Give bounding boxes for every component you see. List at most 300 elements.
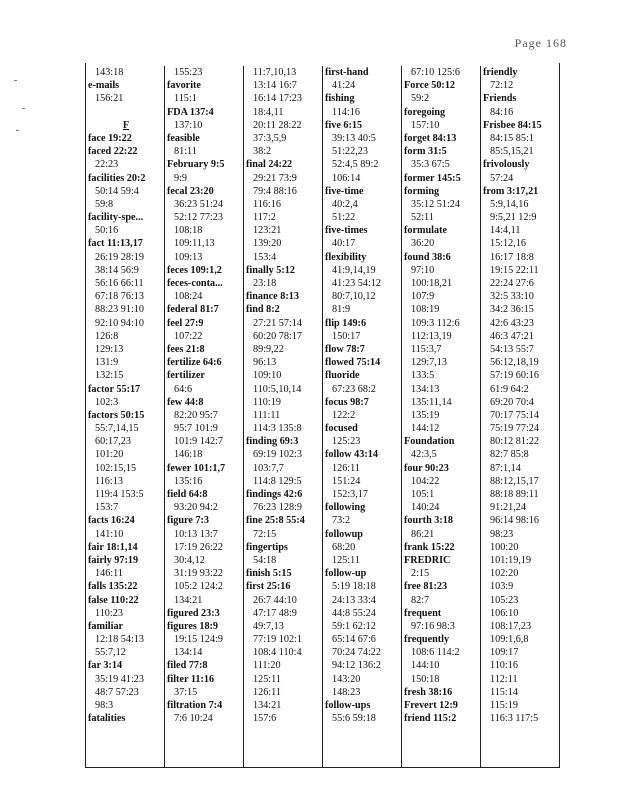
index-reference: 60:20 78:17 (253, 330, 302, 342)
index-reference: 69:19 102:3 (253, 449, 302, 461)
index-reference: 101:19,19 (490, 554, 532, 566)
index-term: facts 16:24 (88, 515, 135, 527)
index-reference: 18:4,11 (253, 106, 284, 118)
index-term: frank 15:22 (404, 541, 455, 553)
index-reference: 72:15 (253, 528, 277, 540)
index-reference: 36:23 51:24 (174, 198, 223, 210)
index-reference: 57:19 60:16 (490, 370, 539, 382)
index-term: feces 109:1,2 (167, 264, 222, 276)
index-term: fair 18:1,14 (88, 541, 138, 553)
index-term: factors 50:15 (88, 409, 145, 421)
index-reference: 82:7 (411, 594, 430, 606)
index-reference: 119:4 153:5 (95, 489, 144, 500)
index-reference: 17:19 26:22 (174, 541, 223, 553)
index-reference (86, 106, 164, 119)
index-reference: 5:19 18:18 (332, 581, 376, 593)
index-reference: 143:20 (332, 673, 361, 685)
index-reference: 12:18 54:13 (95, 634, 144, 646)
index-term: first 25:16 (246, 581, 291, 593)
index-reference: 52:4,5 89:2 (332, 159, 379, 171)
index-term: FREDRIC (404, 554, 451, 566)
index-reference: 52:11 (411, 212, 434, 224)
index-reference: 76:23 128:9 (253, 502, 302, 514)
index-term: faced 22:22 (88, 146, 138, 158)
index-reference: 80:7,10,12 (332, 291, 376, 303)
index-reference: 22:24 27:6 (490, 278, 534, 289)
index-reference: 117:2 (253, 212, 276, 224)
index-reference: 84:16 (490, 106, 514, 118)
index-reference: 64:6 (174, 383, 193, 395)
index-reference: 52:12 77:23 (174, 212, 223, 224)
index-reference: 44:8 55:24 (332, 607, 376, 619)
section-letter: F (122, 119, 130, 131)
index-term: finish 5:15 (246, 568, 292, 580)
index-reference: 110:23 (95, 607, 123, 619)
index-reference: 27:21 57:14 (253, 317, 302, 329)
index-term: filed 77:8 (167, 660, 208, 672)
index-term: favorite (167, 80, 201, 92)
index-term: February 9:5 (167, 159, 225, 171)
index-reference: 35:19 41:23 (95, 673, 144, 685)
index-reference: 70:17 75:14 (490, 409, 539, 421)
index-term: FDA 137:4 (167, 106, 214, 118)
index-term: find 8:2 (246, 304, 280, 316)
index-reference: 7:6 10:24 (174, 713, 213, 725)
index-reference: 96:14 98:16 (490, 515, 539, 527)
index-reference: 35:3 67:5 (411, 159, 450, 171)
index-column-1 (86, 66, 164, 767)
index-reference: 114:8 129:5 (253, 475, 302, 487)
index-reference: 125:23 (332, 436, 361, 448)
index-reference: 38:14 56:9 (95, 264, 139, 276)
index-term: four 90:23 (404, 462, 449, 474)
index-term: flowed 75:14 (325, 357, 381, 369)
index-reference: 123:21 (253, 225, 282, 237)
index-reference: 114:3 135:8 (253, 423, 302, 435)
index-term: figured 23:3 (167, 607, 220, 619)
index-term: Frevert 12:9 (404, 700, 458, 711)
index-reference: 125:11 (253, 673, 281, 685)
index-reference: 34:2 36:15 (490, 304, 534, 316)
index-reference: 126:11 (332, 462, 360, 474)
index-term: federal 81:7 (167, 304, 219, 316)
index-term: friendly (483, 67, 518, 78)
index-term: findings 42:6 (246, 489, 303, 500)
index-reference: 40:2,4 (332, 198, 358, 210)
index-reference: 109:17 (490, 647, 519, 659)
index-reference: 19:15 22:11 (490, 264, 539, 276)
index-reference: 108:19 (411, 304, 440, 316)
index-term: forming (404, 185, 440, 197)
index-reference: 55:7,12 (95, 647, 126, 659)
index-term: fluoride (325, 370, 360, 382)
index-term: finding 69:3 (246, 436, 299, 448)
index-reference: 109:10 (253, 370, 282, 382)
index-reference: 55:6 59:18 (332, 713, 376, 725)
index-term: fine 25:8 55:4 (246, 515, 305, 527)
index-reference: 37:15 (174, 686, 198, 698)
index-term: feces-conta... (167, 278, 223, 289)
index-reference: 125:11 (332, 554, 360, 566)
index-reference: 115:3,7 (411, 343, 442, 355)
index-term: finance 8:13 (246, 291, 299, 303)
index-reference: 88:18 89:11 (490, 489, 539, 500)
index-term: figures 18:9 (167, 620, 219, 632)
index-term: fourth 3:18 (404, 515, 453, 527)
index-reference: 79:4 88:16 (253, 185, 297, 197)
index-reference: 75:19 77:24 (490, 423, 539, 435)
index-reference: 131:9 (95, 357, 119, 369)
index-column-3 (243, 66, 323, 767)
index-reference: 133:5 (411, 370, 435, 382)
index-reference: 143:18 (95, 67, 124, 78)
index-term: falls 135:22 (88, 581, 138, 593)
index-table (85, 63, 560, 768)
index-term: e-mails (88, 80, 120, 92)
index-reference: 46:3 47:21 (490, 330, 534, 342)
index-reference: 88:23 91:10 (95, 304, 144, 316)
index-term: flexibility (325, 251, 367, 263)
index-reference: 116:13 (95, 475, 123, 487)
index-term: frequently (404, 634, 450, 646)
index-reference: 92:10 94:10 (95, 317, 144, 329)
index-reference: 5:9,14,16 (490, 198, 529, 210)
index-reference: 22:23 (95, 159, 119, 171)
index-column-2 (164, 66, 244, 767)
index-reference: 30:4,12 (174, 554, 205, 566)
index-column-6 (480, 66, 560, 767)
index-reference: 150:18 (411, 673, 440, 685)
index-term: fecal 23:20 (167, 185, 214, 197)
index-term: feel 27:9 (167, 317, 204, 329)
index-term: from 3:17,21 (483, 185, 539, 197)
index-reference: 108:4 110:4 (253, 647, 302, 659)
index-reference: 13:14 16:7 (253, 80, 297, 92)
page-number: Page 168 (514, 36, 567, 50)
index-reference: 110:19 (253, 396, 281, 408)
index-reference: 50:14 59:4 (95, 185, 139, 197)
index-term: frivolously (483, 159, 530, 171)
index-term: face 19:22 (88, 132, 132, 144)
index-reference: 9:9 (174, 172, 188, 184)
index-reference: 38:2 (253, 146, 272, 158)
index-reference: 146:18 (174, 449, 203, 461)
index-reference: 104:22 (411, 475, 440, 487)
index-reference: 135:19 (411, 409, 440, 421)
index-reference: 16:14 17:23 (253, 93, 302, 105)
index-reference: 111:11 (253, 409, 281, 421)
index-reference: 153:4 (253, 251, 277, 263)
index-term: fertilizer (167, 370, 205, 382)
index-reference: 59:1 62:12 (332, 620, 376, 632)
index-reference: 108:24 (174, 291, 203, 303)
index-reference: 55:7,14,15 (95, 423, 139, 435)
index-reference: 151:24 (332, 475, 361, 487)
index-reference: 77:19 102:1 (253, 634, 302, 646)
index-term: factor 55:17 (88, 383, 141, 395)
index-reference: 152:3,17 (332, 489, 368, 500)
index-reference: 112:11 (490, 673, 518, 685)
index-reference: 51:22 (332, 212, 356, 224)
index-term: form 31:5 (404, 146, 447, 158)
index-reference: 157:6 (253, 713, 277, 725)
index-reference: 114:16 (332, 106, 360, 118)
index-term: fresh 38:16 (404, 686, 453, 698)
index-reference: 108:17,23 (490, 620, 532, 632)
index-reference: 126:8 (95, 330, 119, 342)
index-term: five 6:15 (325, 119, 363, 131)
index-reference: 56:12,18,19 (490, 357, 539, 369)
index-reference: 103:7,7 (253, 462, 284, 474)
index-reference: 73:2 (332, 515, 351, 527)
index-reference: 95:7 101:9 (174, 423, 218, 435)
index-reference: 32:5 33:10 (490, 291, 534, 303)
index-term: fingertips (246, 541, 288, 553)
index-reference: 36:20 (411, 238, 435, 250)
index-reference: 110:16 (490, 660, 518, 672)
index-reference: 100:20 (490, 541, 519, 553)
index-reference: 59:8 (95, 198, 114, 210)
index-term: few 44:8 (167, 396, 204, 408)
index-reference: 157:10 (411, 119, 440, 131)
index-reference: 134:14 (174, 647, 203, 659)
index-reference: 91:21,24 (490, 502, 526, 514)
index-term: fact 11:13,17 (88, 238, 143, 250)
index-reference: 137:10 (174, 119, 203, 131)
index-term: flow 78:7 (325, 343, 365, 355)
index-reference: 67:18 76:13 (95, 291, 144, 303)
index-term: feasible (167, 132, 200, 144)
index-term: former 145:5 (404, 172, 461, 184)
index-term: friend 115:2 (404, 713, 457, 725)
index-reference: 134:21 (174, 594, 203, 606)
index-reference: 57:24 (490, 172, 514, 184)
index-reference: 141:10 (95, 528, 124, 540)
index-reference: 108:18 (174, 225, 203, 237)
index-term: Friends (483, 93, 517, 105)
index-reference: 107:9 (411, 291, 435, 303)
index-reference: 101:9 142:7 (174, 436, 223, 448)
index-term: fertilize 64:6 (167, 357, 222, 369)
index-reference: 146:11 (95, 568, 123, 580)
index-reference: 107:22 (174, 330, 203, 342)
index-reference: 65:14 67:6 (332, 634, 376, 646)
index-reference: 70:24 74:22 (332, 647, 381, 659)
index-term: first-hand (325, 67, 369, 78)
index-term: focused (325, 423, 358, 435)
index-term: follow 43:14 (325, 449, 378, 461)
index-term: fatalities (88, 713, 126, 725)
index-reference: 42:6 43:23 (490, 317, 534, 329)
index-reference: 101:20 (95, 449, 124, 461)
index-reference: 109:11,13 (174, 238, 215, 250)
index-term: found 38:6 (404, 251, 451, 263)
index-term: Frisbee 84:15 (483, 119, 542, 131)
index-reference: 20:11 28:22 (253, 119, 302, 131)
index-reference: 116:3 117:5 (490, 713, 539, 725)
index-reference: 115:1 (174, 93, 197, 105)
index-reference: 48:7 57:23 (95, 686, 139, 698)
index-reference: 155:23 (174, 67, 203, 78)
index-reference: 139:20 (253, 238, 282, 250)
index-reference: 49:7,13 (253, 620, 284, 632)
index-reference: 50:16 (95, 225, 119, 237)
index-column-4 (322, 66, 402, 767)
index-reference: 105:1 (411, 489, 435, 500)
index-reference: 96:13 (253, 357, 277, 369)
index-reference: 67:10 125:6 (411, 67, 460, 78)
index-reference: 26:19 28:19 (95, 251, 144, 263)
index-reference: 24:13 33:4 (332, 594, 376, 606)
index-term: far 3:14 (88, 660, 123, 672)
index-reference: 102:3 (95, 396, 119, 408)
index-reference: 85:5,15,21 (490, 146, 534, 158)
index-reference: 23:18 (253, 278, 277, 289)
index-term: foregoing (404, 106, 446, 118)
index-reference: 98:23 (490, 528, 514, 540)
index-term: fairly 97:19 (88, 554, 139, 566)
index-reference: 41:9,14,19 (332, 264, 376, 276)
index-reference: 109:13 (174, 251, 203, 263)
index-reference: 88:12,15,17 (490, 475, 539, 487)
index-term: fewer 101:1,7 (167, 462, 226, 474)
index-term: final 24:22 (246, 159, 293, 171)
index-reference: 15:12,16 (490, 238, 526, 250)
index-reference: 102:20 (490, 568, 519, 580)
index-reference: 10:13 13:7 (174, 528, 218, 540)
index-reference: 86:21 (411, 528, 435, 540)
index-reference: 82:7 85:8 (490, 449, 529, 461)
index-reference: 98:3 (95, 700, 114, 711)
index-reference: 140:24 (411, 502, 440, 514)
index-term: flip 149:6 (325, 317, 367, 329)
index-reference: 103:9 (490, 581, 514, 593)
index-reference: 108:6 114:2 (411, 647, 460, 659)
index-term: free 81:23 (404, 581, 448, 593)
index-term: follow-ups (325, 700, 371, 711)
index-reference: 26:7 44:10 (253, 594, 297, 606)
index-reference: 2:15 (411, 568, 430, 580)
index-term: five-times (325, 225, 368, 237)
index-term: fees 21:8 (167, 343, 205, 355)
index-term: Foundation (404, 436, 455, 448)
index-reference: 29:21 73:9 (253, 172, 297, 184)
index-reference: 11:7,10,13 (253, 67, 297, 78)
index-term: forget 84:13 (404, 132, 457, 144)
index-reference: 59:2 (411, 93, 430, 105)
index-reference: 81:11 (174, 146, 197, 158)
index-reference: 39:13 40:5 (332, 132, 376, 144)
index-reference: 16:17 18:8 (490, 251, 534, 263)
index-reference: 60:17,23 (95, 436, 131, 448)
index-reference: 19:15 124:9 (174, 634, 223, 646)
index-reference: 14:4,11 (490, 225, 521, 237)
index-reference: 112:13,19 (411, 330, 452, 342)
index-reference: 129:13 (95, 343, 124, 355)
index-reference: 40:17 (332, 238, 356, 250)
index-term: figure 7:3 (167, 515, 209, 527)
index-term: fishing (325, 93, 355, 105)
index-term: five-time (325, 185, 364, 197)
index-term: Force 50:12 (404, 80, 456, 92)
index-reference: 134:21 (253, 700, 282, 711)
index-term: facility-spe... (88, 212, 144, 224)
index-reference: 110:5,10,14 (253, 383, 302, 395)
index-term: filter 11:16 (167, 673, 215, 685)
index-term: filtration 7:4 (167, 700, 223, 711)
index-reference: 69:20 70:4 (490, 396, 534, 408)
index-reference: 135:16 (174, 475, 203, 487)
index-reference: 87:1,14 (490, 462, 521, 474)
index-reference: 116:16 (253, 198, 281, 210)
index-reference: 89:9,22 (253, 343, 284, 355)
index-reference: 105:23 (490, 594, 519, 606)
index-reference: 150:17 (332, 330, 361, 342)
index-reference: 129:7,13 (411, 357, 447, 369)
index-term: following (325, 502, 366, 514)
index-reference: 97:10 (411, 264, 435, 276)
index-reference: 144:10 (411, 660, 440, 672)
index-reference: 54:18 (253, 554, 277, 566)
index-reference: 105:2 124:2 (174, 581, 223, 593)
index-reference: 81:9 (332, 304, 351, 316)
index-reference: 93:20 94:2 (174, 502, 218, 514)
index-column-5 (401, 66, 481, 767)
index-reference: 122:2 (332, 409, 356, 421)
index-reference: 54:13 55:7 (490, 343, 534, 355)
index-reference: 82:20 95:7 (174, 409, 218, 421)
index-reference: 41:23 54:12 (332, 278, 381, 289)
index-reference: 106:10 (490, 607, 519, 619)
index-term: frequent (404, 607, 442, 619)
index-reference: 148:23 (332, 686, 361, 698)
index-reference: 126:11 (253, 686, 281, 698)
index-term: formulate (404, 225, 447, 237)
index-reference: 9:5,21 12:9 (490, 212, 537, 224)
index-reference: 135:11,14 (411, 396, 452, 408)
index-term: finally 5:12 (246, 264, 295, 276)
index-reference: 100:18,21 (411, 278, 453, 289)
index-reference: 72:12 (490, 80, 514, 92)
index-reference: 153:7 (95, 502, 119, 514)
index-term: focus 98:7 (325, 396, 369, 408)
index-reference: 109:1,6,8 (490, 634, 529, 646)
index-term: follow-up (325, 568, 367, 580)
index-reference: 94:12 136:2 (332, 660, 381, 672)
index-reference: 106:14 (332, 172, 361, 184)
index-reference: 68:20 (332, 541, 356, 553)
index-reference: 97:16 98:3 (411, 620, 455, 632)
index-reference: 109:3 112:6 (411, 317, 460, 329)
index-term: facilities 20:2 (88, 172, 146, 184)
index-reference: 115:14 (490, 686, 518, 698)
index-reference: 31:19 93:22 (174, 568, 223, 580)
index-term: followup (325, 528, 363, 540)
index-reference: 144:12 (411, 423, 440, 435)
index-reference: 67:23 68:2 (332, 383, 376, 395)
index-reference: 42:3,5 (411, 449, 437, 461)
index-reference: 37:3,5,9 (253, 132, 287, 144)
index-term: familiar (88, 620, 124, 632)
index-reference: 51:22,23 (332, 146, 368, 158)
index-term: false 110:22 (88, 594, 139, 606)
index-reference: 84:15 85:1 (490, 132, 534, 144)
index-reference: 47:17 48:9 (253, 607, 297, 619)
index-reference: 61:9 64:2 (490, 383, 529, 395)
index-reference: 41:24 (332, 80, 356, 92)
index-reference: 102:15,15 (95, 462, 137, 474)
index-term: field 64:8 (167, 489, 208, 500)
